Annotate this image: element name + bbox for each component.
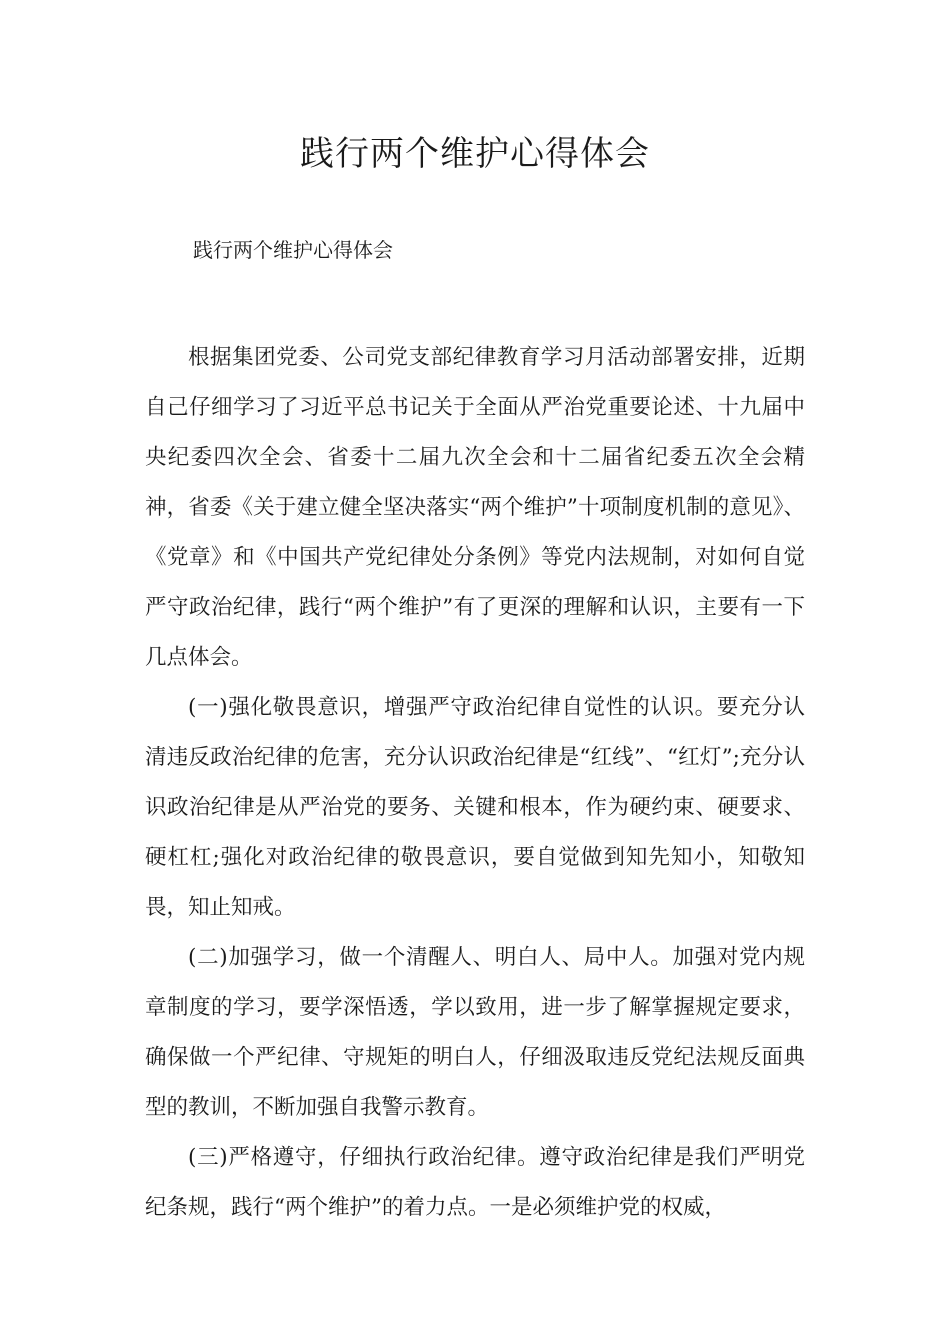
paragraph-section-2: (二)加强学习，做一个清醒人、明白人、局中人。加强对党内规章制度的学习，要学深悟透，学以致用，进一步了解掌握规定要求，确保做一个严纪律、守规矩的明白人，仔细汲取违反党纪法规反面典型的教训，不断加强自我警示教育。 bbox=[145, 945, 805, 1120]
paragraph-section-3: (三)严格遵守，仔细执行政治纪律。遵守政治纪律是我们严明党纪条规，践行“两个维护”的着力点。一是必须维护党的权威， bbox=[145, 1145, 805, 1220]
paragraph-intro: 根据集团党委、公司党支部纪律教育学习月活动部署安排，近期自己仔细学习了习近平总书记关于全面从严治党重要论述、十九届中央纪委四次全会、省委十二届九次全会和十二届省纪委五次全会精神，省委《关于建立健全坚决落实“两个维护”十项制度机制的意见》、《党章》和《中国共产党纪律处分条例》等党内法规制，对如何自觉严守政治纪律，践行“两个维护”有了更深的理解和认识，主要有一下几点体会。 bbox=[145, 345, 805, 670]
paragraph-section-1: (一)强化敬畏意识，增强严守政治纪律自觉性的认识。要充分认清违反政治纪律的危害，充分认识政治纪律是“红线”、“红灯”;充分认识政治纪律是从严治党的要务、关键和根本，作为硬约束、硬要求、硬杠杠;强化对政治纪律的敬畏意识，要自觉做到知先知小，知敬知畏，知止知戒。 bbox=[145, 695, 805, 920]
document-title: 践行两个维护心得体会 bbox=[300, 134, 650, 174]
document-body bbox=[145, 333, 805, 1233]
document-subtitle: 践行两个维护心得体会 bbox=[193, 238, 393, 262]
